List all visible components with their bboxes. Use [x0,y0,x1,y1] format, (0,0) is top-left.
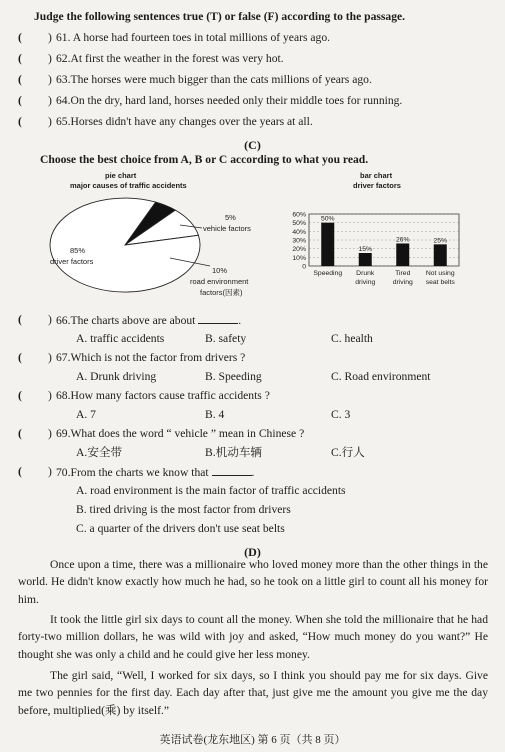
section-c-heading: Choose the best choice from A, B or C according to what you read. [40,153,369,166]
svg-text:5%: 5% [225,213,236,222]
option-a: A. 7 [76,408,96,421]
svg-text:10%: 10% [212,266,228,275]
page-footer: 英语试卷(龙东地区) 第 6 页（共 8 页） [159,734,346,746]
answer-blank [198,313,238,324]
option-a: A. traffic accidents [76,332,165,345]
svg-text:driver factors: driver factors [50,257,94,266]
bar-marks [313,216,455,286]
option-c: C. Road environment [331,370,431,383]
pie-chart [30,170,280,305]
bar-y-tick: 20% [292,246,306,254]
option-a: A. road environment is the main factor of traffic accidents [76,484,346,497]
bar-y-tick: 30% [292,237,306,245]
option-b: B. tired driving is the most factor from drivers [76,503,291,516]
bar-category-label: Tired [395,270,411,277]
tf-item: ( 64.On the dry, hard land, horses needed only their middle toes for running. [18,94,403,107]
option-a: A. Drunk driving [76,370,157,383]
bar-y-tick: 10% [292,254,306,262]
bar-y-tick: 50% [292,220,306,228]
option-b: B. 4 [205,408,225,421]
option-c: C. a quarter of the drivers don't use seat belts [76,522,285,535]
section-d-label: (D) [244,545,261,559]
bar-category-label: Not using [425,270,455,277]
bar-category-label: seat belts [425,279,455,286]
bar-value-label: 15% [358,246,373,253]
bar-y-tick: 0 [302,263,306,271]
option-b: B. safety [205,332,247,345]
bar-chart [285,170,490,300]
mc-question: ( ) 70.From the charts we know that . [18,465,255,479]
bar-category-label: driving [392,279,413,286]
mc-question: ( ) 69.What does the word “ vehicle ” mean in Chinese ? [18,427,305,440]
mc-question: ( ) 67.Which is not the factor from drivers ? [18,351,246,364]
bar-y-tick: 60% [292,211,306,219]
bar [359,253,372,266]
svg-text:road environment: road environment [190,277,249,286]
passage-paragraph: Once upon a time, there was a millionaire who loved money more than the other things in the world. He didn't know exactly how much he had, so he took on a little girl to count all his money for him. [18,558,488,606]
tf-item: ( 65.Horses didn't have any changes over the years at all. [18,115,313,128]
bar [434,244,447,266]
option-c: C. health [331,332,373,345]
passage-paragraph: The girl said, “Well, I worked for six days, so I think you should pay me for six days. Give me two pennies for the first day. Each day after that, just give me the amount you give me the day before, multiplied(乘) by itself.” [18,669,488,717]
mc-question: ( ) 66.The charts above are about . [18,313,242,327]
bar-category-label: driving [355,279,376,286]
svg-text:85%: 85% [70,246,86,255]
section-c-label: (C) [244,138,261,152]
bar-title-1: bar chart [360,171,393,180]
option-a: A.安全带 [76,446,123,459]
option-b: B. Speeding [205,370,262,383]
bar [321,223,334,266]
option-b: B.机动车辆 [205,446,263,459]
bar [396,243,409,266]
option-c: C.行人 [331,446,365,459]
tf-item: ( 62.At first the weather in the forest was very hot. [18,52,284,65]
bar-title-2: driver factors [353,181,401,190]
option-c: C. 3 [331,408,351,421]
svg-text:factors(因素): factors(因素) [200,288,243,297]
bar-y-tick: 40% [292,228,306,236]
mc-question: ( ) 68.How many factors cause traffic accidents ? [18,389,270,402]
passage-paragraph: It took the little girl six days to count all the money. When she told the millionaire that he had forty-two million dollars, he was wild with joy and asked, “How much money do you want?” He thought she was only a child and he could give her less money. [18,613,488,661]
answer-blank [212,465,252,476]
bar-value-label: 26% [395,236,410,244]
svg-text:vehicle factors: vehicle factors [203,224,251,233]
pie-title-2: major causes of traffic accidents [70,181,187,190]
bar-value-label: 25% [433,237,448,245]
tf-heading: Judge the following sentences true (T) or false (F) according to the passage. [34,10,406,23]
pie-title-1: pie chart [105,171,137,180]
tf-item: ( 63.The horses were much bigger than the cats millions of years ago. [18,73,372,86]
bar-value-label: 50% [320,215,335,223]
bar-category-label: Drunk [356,270,375,277]
tf-item: ( 61. A horse had fourteen toes in total millions of years ago. [18,31,331,44]
bar-category-label: Speeding [313,270,343,277]
